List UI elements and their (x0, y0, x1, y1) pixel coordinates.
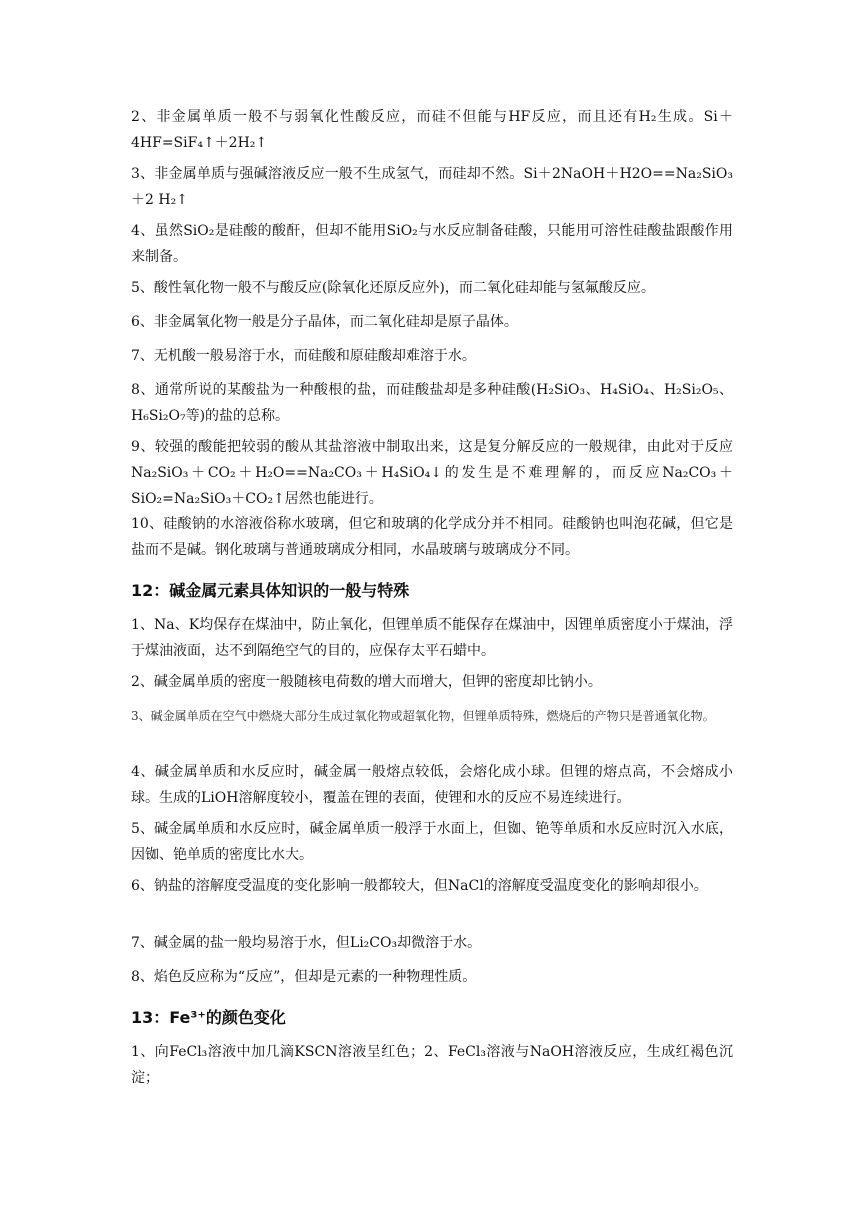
paragraph-flame-reaction: 8、焰色反应称为“反应”，但却是元素的一种物理性质。 (131, 969, 477, 985)
paragraph-alkali-density: 2、碱金属单质的密度一般随核电荷数的增大而增大，但钾的密度却比钠小。 (131, 674, 602, 690)
paragraph-alkali-combustion: 3、碱金属单质在空气中燃烧大部分生成过氧化物或超氧化物，但锂单质特殊，燃烧后的产物只是普通氧化物。 (131, 709, 715, 723)
paragraph-water-glass: 10、硅酸钠的水溶液俗称水玻璃，但它和玻璃的化学成分并不相同。硅酸钠也叫泡花碱，但它是盐而不是碱。钢化玻璃与普通玻璃成分相同，水晶玻璃与玻璃成分不同。 (131, 516, 733, 558)
paragraph-sodium-salt-solubility: 6、钠盐的溶解度受温度的变化影响一般都较大，但NaCl的溶解度受温度变化的影响却很小。 (131, 878, 708, 894)
paragraph-alkali-storage: 1、Na、K均保存在煤油中，防止氧化，但锂单质不能保存在煤油中，因锂单质密度小于煤油，浮于煤油液面，达不到隔绝空气的目的，应保存太平石蜡中。 (131, 617, 733, 659)
paragraph-acidic-oxide: 5、酸性氧化物一般不与酸反应(除氧化还原反应外)，而二氧化硅却能与氢氟酸反应。 (131, 280, 655, 296)
paragraph-silicic-acid-insoluble: 7、无机酸一般易溶于水，而硅酸和原硅酸却难溶于水。 (131, 348, 476, 364)
paragraph-sio2-anhydride: 4、虽然SiO₂是硅酸的酸酐，但却不能用SiO₂与水反应制备硅酸，只能用可溶性硅酸盐跟酸作用来制备。 (131, 223, 733, 265)
paragraph-alkali-melting: 4、碱金属单质和水反应时，碱金属一般熔点较低，会熔化成小球。但锂的熔点高，不会熔成小球。生成的LiOH溶解度较小，覆盖在锂的表面，使锂和水的反应不易连续进行。 (131, 764, 733, 806)
paragraph-strong-acid-rule: 9、较强的酸能把较弱的酸从其盐溶液中制取出来，这是复分解反应的一般规律，由此对于反应Na₂SiO₃＋CO₂＋H₂O==Na₂CO₃＋H₄SiO₄↓的发生是不难理解的，而反应Na₂CO₃＋SiO₂=Na₂SiO₃＋CO₂↑居然也能进行。 (131, 439, 733, 507)
paragraph-si-naoh: 3、非金属单质与强碱溶液反应一般不生成氢气，而硅却不然。Si＋2NaOH＋H2O==Na₂SiO₃＋2 H₂↑ (131, 166, 733, 208)
paragraph-atomic-crystal: 6、非金属氧化物一般是分子晶体，而二氧化硅却是原子晶体。 (131, 314, 518, 330)
paragraph-li2co3: 7、碱金属的盐一般均易溶于水，但Li₂CO₃却微溶于水。 (131, 935, 482, 951)
section-heading-fe3-color: 13：Fe³⁺的颜色变化 (131, 1008, 286, 1027)
paragraph-alkali-floating: 5、碱金属单质和水反应时，碱金属单质一般浮于水面上，但铷、铯等单质和水反应时沉入水底，因铷、铯单质的密度比水大。 (131, 821, 733, 863)
section-heading-alkali-metals: 12：碱金属元素具体知识的一般与特殊 (131, 581, 410, 600)
paragraph-si-hf: 2、非金属单质一般不与弱氧化性酸反应，而硅不但能与HF反应，而且还有H₂生成。Si＋4HF=SiF₄↑＋2H₂↑ (131, 109, 733, 151)
paragraph-fe3-reactions: 1、向FeCl₃溶液中加几滴KSCN溶液呈红色；2、FeCl₃溶液与NaOH溶液反应，生成红褐色沉淀； (131, 1044, 733, 1086)
paragraph-silicates: 8、通常所说的某酸盐为一种酸根的盐，而硅酸盐却是多种硅酸(H₂SiO₃、H₄SiO₄、H₂Si₂O₅、H₆Si₂O₇等)的盐的总称。 (131, 382, 733, 424)
